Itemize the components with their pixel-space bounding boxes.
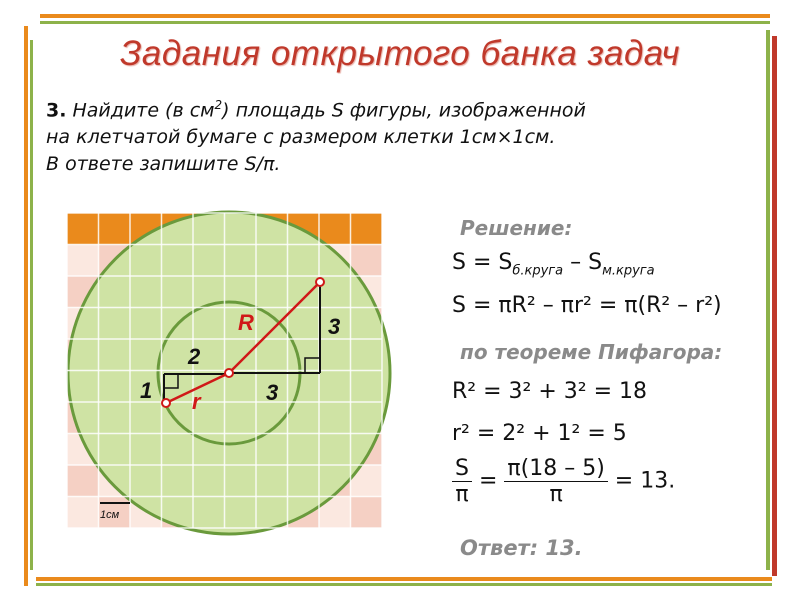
problem-text-1a: Найдите (в см <box>72 99 215 122</box>
equals-sign: = <box>478 468 498 494</box>
f1-sub-small: м.круга <box>602 263 655 279</box>
formula-area-difference <box>452 250 655 278</box>
grid-cell <box>351 213 383 245</box>
formula-R-squared: R² = 3² + 3² = 18 <box>452 379 647 404</box>
formula-final <box>452 456 675 507</box>
grid-cell <box>351 497 383 529</box>
answer: Ответ: 13. <box>460 536 583 560</box>
frac-lhs-num: S <box>452 456 472 482</box>
formula-r-squared: r² = 2² + 1² = 5 <box>452 421 627 446</box>
label-2: 2 <box>188 344 201 369</box>
frac-rhs <box>504 456 607 507</box>
final-result: = 13. <box>614 468 676 494</box>
center-point <box>225 369 233 377</box>
frac-rhs-num: π(18 – 5) <box>504 456 607 482</box>
f1-mid: – S <box>563 250 603 275</box>
problem-number: 3. <box>46 99 67 122</box>
problem-line-3: В ответе запишите S/π. <box>46 153 281 176</box>
grid-cell <box>67 497 99 529</box>
formula-area-expanded: S = πR² – πr² = π(R² – r²) <box>452 293 722 318</box>
frac-rhs-den: π <box>549 482 563 507</box>
big-radius-endpoint <box>316 278 324 286</box>
slide-title: Задания открытого банка задач <box>119 34 681 73</box>
grid-cell <box>67 213 99 245</box>
label-3-vertical: 3 <box>328 314 341 339</box>
label-r: r <box>192 389 201 414</box>
frac-lhs-den: π <box>455 482 469 507</box>
scale-label: 1см <box>100 509 120 521</box>
label-1: 1 <box>140 378 153 403</box>
pythagoras-heading: по теореме Пифагора: <box>460 340 723 364</box>
problem-text-1b: ) площадь S фигуры, изображенной <box>222 99 586 122</box>
grid-cell <box>319 213 351 245</box>
problem-sup: 2 <box>214 98 223 112</box>
label-R: R <box>238 310 254 335</box>
solution-heading: Решение: <box>460 216 573 240</box>
small-radius-endpoint <box>162 399 170 407</box>
f1-left: S = S <box>452 250 513 275</box>
grid-cell <box>67 465 99 497</box>
problem-line-2: на клетчатой бумаге с размером клетки 1см×1см. <box>46 126 556 149</box>
label-3-horizontal: 3 <box>266 380 279 405</box>
f1-sub-big: б.круга <box>512 263 564 279</box>
frac-lhs <box>452 456 472 507</box>
grid-cell <box>67 245 99 277</box>
grid-cell <box>99 213 131 245</box>
